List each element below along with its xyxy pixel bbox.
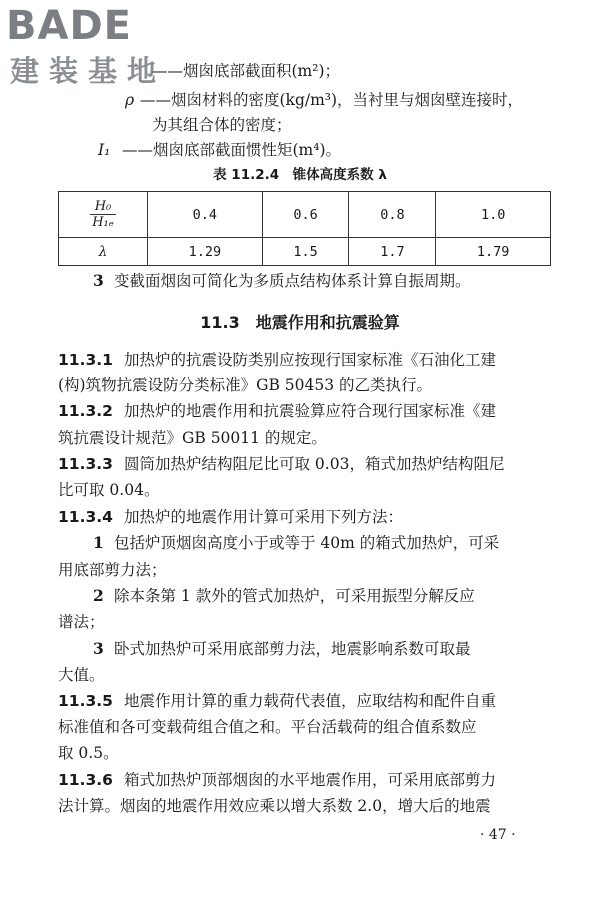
table-cell: 0.4 (148, 192, 263, 238)
clause-text: 标准值和各可变载荷组合值之和。平台活载荷的组合值系数应 (58, 718, 477, 736)
def-area: ——烟囱底部截面积(m²)； (152, 62, 341, 80)
row-label-cell: λ (59, 238, 148, 266)
item3-text: 变截面烟囱可简化为多质点结构体系计算自振周期。 (114, 272, 471, 290)
def-inertia-symbol: I₁ (98, 141, 111, 159)
ratio-fraction (90, 199, 116, 230)
watermark-latin: BADE (6, 3, 132, 49)
clause-text: 比可取 0.04。 (58, 481, 160, 499)
table-cell: 0.6 (262, 192, 349, 238)
table-cell: 1.79 (436, 238, 551, 266)
table-cell: 1.29 (148, 238, 263, 266)
clause-id: 11.3.1 (58, 351, 113, 369)
clause-text: 加热炉的抗震设防类别应按现行国家标准《石油化工建 (124, 351, 497, 369)
table-cell: 1.7 (349, 238, 436, 266)
clause-text: 箱式加热炉顶部烟囱的水平地震作用，可采用底部剪力 (124, 771, 497, 789)
table-caption: 表 11.2.4 锥体高度系数 λ (213, 167, 387, 183)
clause-text: 法计算。烟囱的地震作用效应乘以增大系数 2.0，增大后的地震 (58, 797, 491, 815)
clause-id: 11.3.3 (58, 455, 113, 473)
item-number: 1 (93, 533, 104, 552)
clause-text: 圆筒加热炉结构阻尼比可取 0.03，箱式加热炉结构阻尼 (124, 455, 505, 473)
item-text: 除本条第 1 款外的管式加热炉，可采用振型分解反应 (114, 587, 475, 605)
table-cell: 1.0 (436, 192, 551, 238)
item-text: 大值。 (58, 666, 105, 684)
clause-id: 11.3.2 (58, 402, 113, 420)
fraction-numerator: H₀ (90, 199, 116, 215)
table-row (59, 238, 551, 266)
def-density-cont: 为其组合体的密度； (152, 116, 292, 134)
table-cell: 1.5 (262, 238, 349, 266)
item-text: 用底部剪力法； (58, 561, 167, 579)
header-cell (59, 192, 148, 238)
clause-text: 地震作用计算的重力载荷代表值，应取结构和配件自重 (124, 692, 497, 710)
page-number: · 47 · (480, 827, 516, 843)
item-text: 卧式加热炉可采用底部剪力法，地震影响系数可取最 (114, 640, 471, 658)
clause-text: 加热炉的地震作用计算可采用下列方法： (124, 508, 404, 526)
item-text: 包括炉顶烟囱高度小于或等于 40m 的箱式加热炉，可采 (114, 534, 500, 552)
table-row (59, 192, 551, 238)
fraction-denominator: H₁ₑ (92, 215, 114, 230)
def-density-symbol: ρ (125, 91, 135, 109)
item-text: 谱法； (58, 613, 105, 631)
section-heading: 11.3 地震作用和抗震验算 (200, 313, 400, 332)
table-cell: 0.8 (349, 192, 436, 238)
clause-text: (构)筑物抗震设防分类标准》GB 50453 的乙类执行。 (58, 376, 433, 394)
clause-text: 取 0.5。 (58, 744, 119, 762)
clause-id: 11.3.4 (58, 508, 113, 526)
def-inertia: ——烟囱底部截面惯性矩(m⁴)。 (122, 141, 342, 159)
watermark-cjk: 建装基地 (10, 54, 167, 88)
clause-id: 11.3.5 (58, 692, 113, 710)
cone-height-table (58, 191, 551, 266)
item3-number: 3 (93, 271, 104, 290)
def-density: ——烟囱材料的密度(kg/m³)，当衬里与烟囱壁连接时， (140, 91, 524, 109)
item-number: 3 (93, 639, 104, 658)
item-number: 2 (93, 586, 104, 605)
clause-text: 筑抗震设计规范》GB 50011 的规定。 (58, 429, 327, 447)
clause-text: 加热炉的地震作用和抗震验算应符合现行国家标准《建 (124, 402, 497, 420)
clause-id: 11.3.6 (58, 771, 113, 789)
